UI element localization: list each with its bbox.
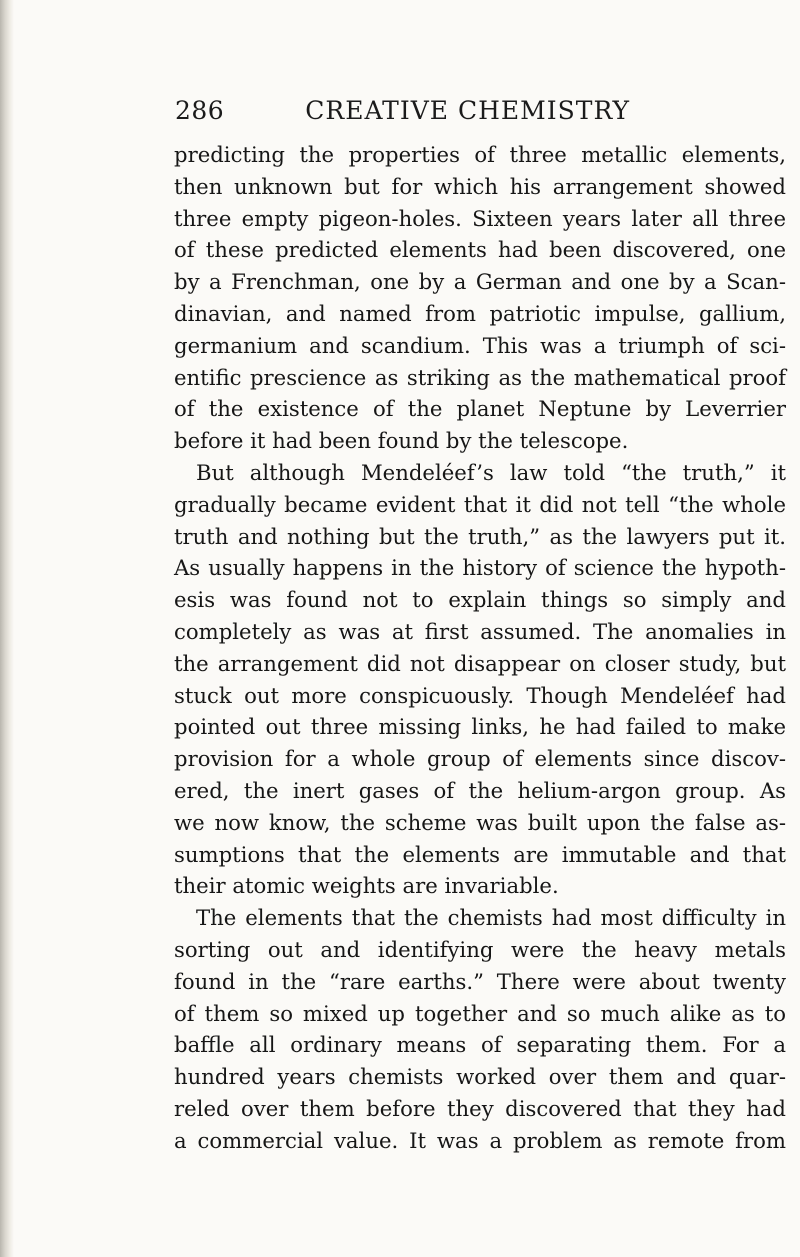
text-line: provision for a whole group of elements since discov- xyxy=(174,746,786,772)
text-line: predicting the properties of three metallic elements, xyxy=(174,142,786,167)
text-line: dinavian, and named from patriotic impulse, gallium, xyxy=(174,300,786,326)
page-number: 286 xyxy=(175,96,225,125)
text-line: pointed out three missing links, he had failed to make xyxy=(174,714,786,740)
text-line: found in the “rare earths.” There were about twenty xyxy=(174,968,786,994)
text-line: of the existence of the planet Neptune by Leverrier xyxy=(174,396,786,422)
text-line: before it had been found by the telescope. xyxy=(174,428,629,454)
text-line: As usually happens in the history of science the hypoth- xyxy=(174,555,786,581)
text-line: a commercial value. It was a problem as remote from xyxy=(174,1127,786,1153)
text-line: the arrangement did not disappear on closer study, but xyxy=(174,650,786,676)
text-line: completely as was at first assumed. The anomalies in xyxy=(174,618,786,644)
text-line: sorting out and identifying were the heavy metals xyxy=(174,936,786,962)
text-line: But although Mendeléef’s law told “the truth,” it xyxy=(196,459,786,485)
body-text xyxy=(174,139,786,1157)
text-line: esis was found not to explain things so simply and xyxy=(174,587,786,613)
text-line: ered, the inert gases of the helium-argon group. As xyxy=(174,777,786,803)
text-line: their atomic weights are invariable. xyxy=(174,873,559,899)
text-line: hundred years chemists worked over them and quar- xyxy=(174,1064,786,1090)
running-header xyxy=(175,96,630,132)
text-line: stuck out more conspicuously. Though Mendeléef had xyxy=(174,682,786,708)
text-line: germanium and scandium. This was a triumph of sci- xyxy=(174,332,786,358)
text-line: truth and nothing but the truth,” as the lawyers put it. xyxy=(174,523,786,549)
text-line: The elements that the chemists had most difficulty in xyxy=(196,905,786,931)
text-line: then unknown but for which his arrangement showed xyxy=(174,173,786,199)
running-title: CREATIVE CHEMISTRY xyxy=(305,96,630,125)
text-line: of them so mixed up together and so much alike as to xyxy=(174,1000,786,1026)
text-line: by a Frenchman, one by a German and one by a Scan- xyxy=(174,269,786,295)
text-line: entific prescience as striking as the mathematical proof xyxy=(174,364,786,390)
page-binding-shadow xyxy=(0,0,14,1257)
text-line: three empty pigeon-holes. Sixteen years later all three xyxy=(174,205,786,231)
text-line: we now know, the scheme was built upon the false as- xyxy=(174,809,786,835)
text-line: baffle all ordinary means of separating them. For a xyxy=(174,1032,786,1058)
text-line: sumptions that the elements are immutable and that xyxy=(174,841,786,867)
text-line: reled over them before they discovered that they had xyxy=(174,1095,786,1121)
text-line: of these predicted elements had been discovered, one xyxy=(174,237,786,263)
text-line: gradually became evident that it did not tell “the whole xyxy=(174,491,786,517)
